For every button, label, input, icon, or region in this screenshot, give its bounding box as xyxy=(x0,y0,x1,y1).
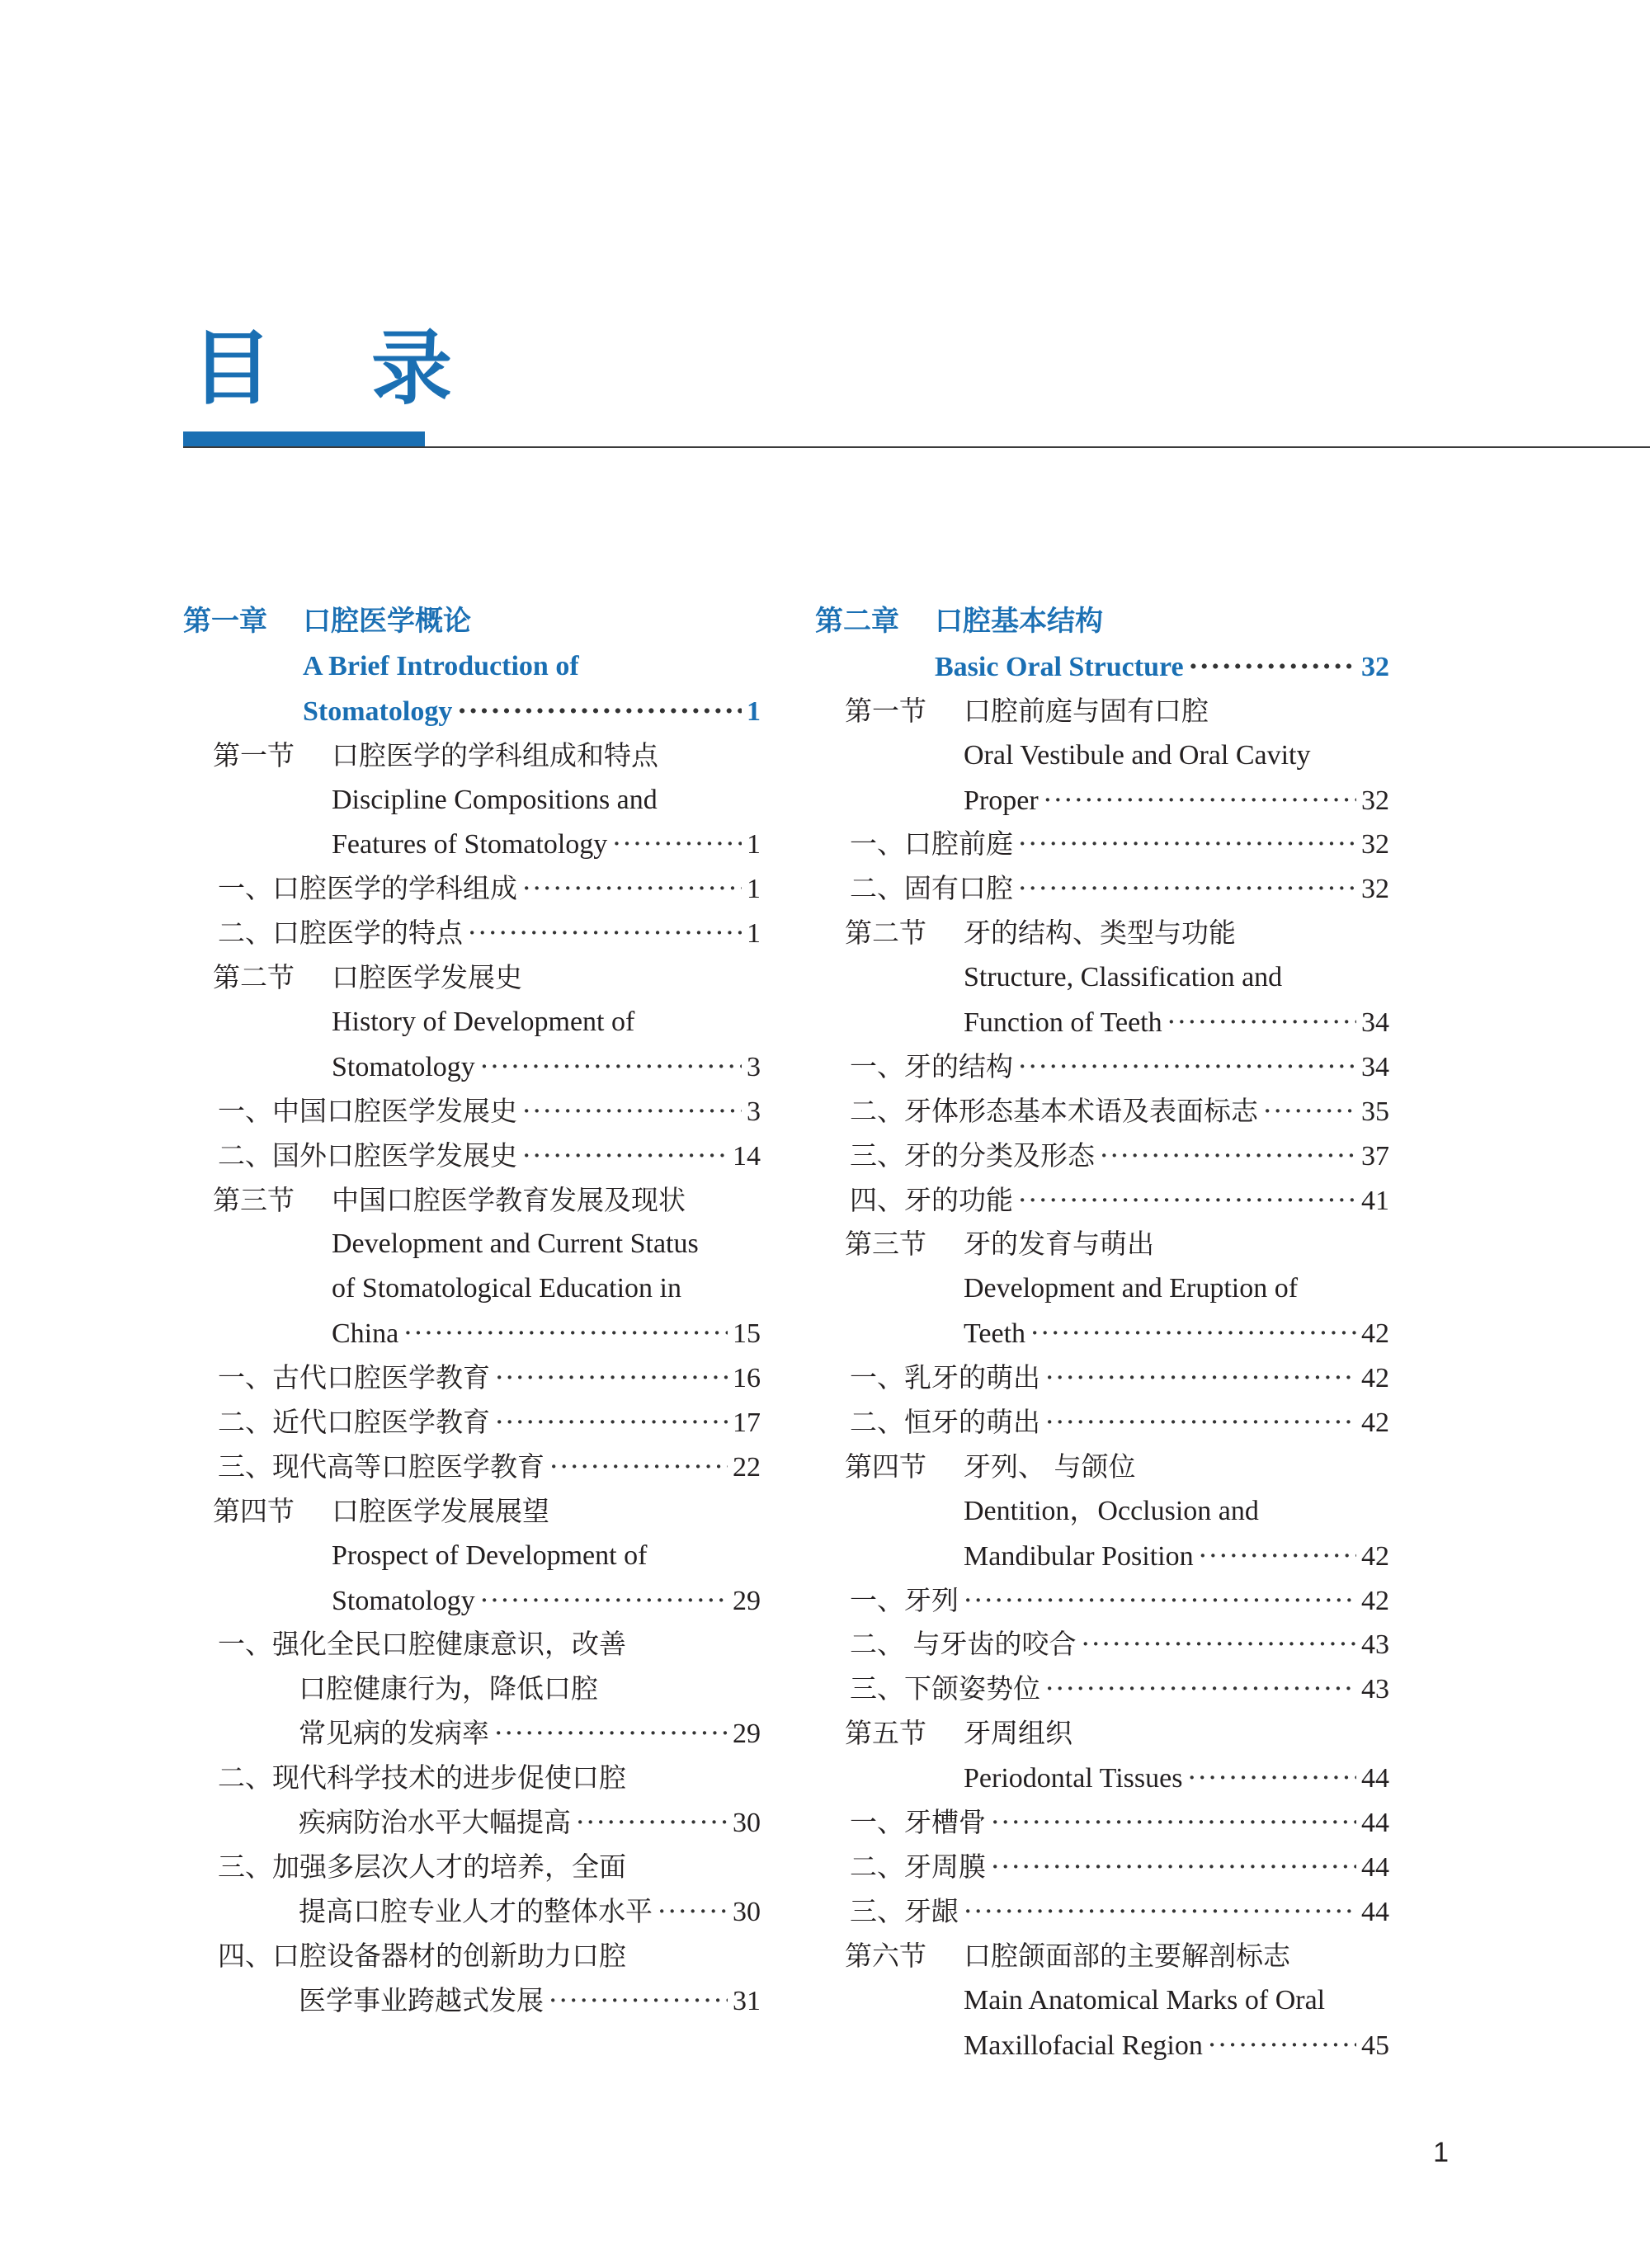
chapter-title: 口腔医学概论 xyxy=(303,605,471,638)
toc-row xyxy=(815,1978,1389,2023)
entry-title: 一、牙列 xyxy=(850,1583,959,1616)
toc-row xyxy=(183,1178,761,1223)
toc-entry xyxy=(218,866,761,912)
toc-row xyxy=(183,778,761,823)
entry-title: Stomatology xyxy=(332,1585,475,1616)
section-label: 第一节 xyxy=(845,694,926,727)
dot-leader xyxy=(549,1445,728,1489)
dot-leader xyxy=(658,1889,728,1934)
toc-entry xyxy=(964,1000,1389,1045)
toc-row xyxy=(815,822,1389,866)
toc-entry xyxy=(850,1044,1389,1090)
toc-row xyxy=(183,1000,761,1044)
toc-entry-line xyxy=(299,1667,598,1711)
toc-row xyxy=(815,1800,1389,1845)
page-ref: 44 xyxy=(1361,1808,1389,1839)
dot-leader xyxy=(495,1400,728,1445)
page-ref: 43 xyxy=(1361,1674,1389,1705)
dot-leader xyxy=(522,1089,742,1134)
toc-row xyxy=(815,911,1389,955)
page-ref: 32 xyxy=(1361,785,1389,816)
toc-entry xyxy=(299,1889,761,1935)
entry-title: 二、 与牙齿的咬合 xyxy=(850,1628,1077,1661)
entry-title: 二、近代口腔医学教育 xyxy=(218,1406,490,1439)
section-title: 口腔颌面部的主要解剖标志 xyxy=(964,1939,1290,1972)
dot-leader xyxy=(480,1578,728,1623)
entry-title: Development and Eruption of xyxy=(964,1273,1299,1304)
dot-leader xyxy=(468,911,742,955)
toc-row xyxy=(183,1266,761,1311)
page-ref: 42 xyxy=(1361,1407,1389,1439)
toc-row xyxy=(815,1089,1389,1134)
toc-row xyxy=(815,778,1389,823)
entry-title: Main Anatomical Marks of Oral xyxy=(964,1984,1326,2016)
page-ref: 1 xyxy=(747,829,761,861)
section-label: 第六节 xyxy=(845,1939,926,1972)
toc-row xyxy=(183,1800,761,1845)
dot-leader xyxy=(1189,644,1356,689)
toc-entry xyxy=(299,1978,761,2024)
dot-leader xyxy=(1199,1534,1356,1578)
toc-entry-line xyxy=(332,778,658,823)
dot-leader xyxy=(1045,1400,1356,1445)
toc-entry-line xyxy=(332,1266,681,1311)
page-ref: 34 xyxy=(1361,1007,1389,1039)
toc-entry xyxy=(850,1400,1389,1445)
page-ref: 17 xyxy=(733,1407,761,1439)
toc-entry xyxy=(850,1089,1389,1134)
dot-leader xyxy=(1263,1089,1356,1134)
toc-entry xyxy=(303,689,761,734)
entry-title: 一、牙槽骨 xyxy=(850,1806,986,1839)
entry-title: 口腔健康行为，降低口腔 xyxy=(299,1672,598,1705)
toc-row xyxy=(815,1400,1389,1445)
entry-title: 一、乳牙的萌出 xyxy=(850,1361,1040,1394)
toc-row xyxy=(183,1889,761,1934)
page-ref: 29 xyxy=(733,1719,761,1750)
toc-row xyxy=(183,1534,761,1578)
toc-row xyxy=(815,1845,1389,1889)
toc-row xyxy=(815,644,1389,689)
toc-row xyxy=(183,955,761,1000)
toc-entry-line xyxy=(218,1845,626,1889)
toc-entry xyxy=(850,1845,1389,1890)
section-title: 口腔医学发展史 xyxy=(332,961,522,994)
entry-title: 一、口腔前庭 xyxy=(850,828,1013,861)
title-accent-bar xyxy=(183,431,425,448)
entry-title: Teeth xyxy=(964,1318,1026,1350)
dot-leader xyxy=(964,1889,1356,1934)
dot-leader xyxy=(991,1800,1356,1845)
dot-leader xyxy=(1100,1134,1356,1178)
entry-title: Stomatology xyxy=(332,1051,475,1082)
toc-entry xyxy=(964,1756,1389,1801)
entry-title: 三、牙的分类及形态 xyxy=(850,1139,1095,1172)
toc-row xyxy=(815,1222,1389,1266)
toc-entry xyxy=(332,1578,761,1624)
page-ref: 37 xyxy=(1361,1140,1389,1172)
entry-title: A Brief Introduction of xyxy=(303,650,579,681)
toc-row xyxy=(815,600,1389,644)
toc-entry xyxy=(964,2023,1389,2068)
toc-entry xyxy=(850,1578,1389,1624)
section-label: 第四节 xyxy=(845,1450,926,1483)
dot-leader xyxy=(1187,1756,1356,1800)
entry-title: Features of Stomatology xyxy=(332,829,608,861)
toc-entry xyxy=(299,1711,761,1756)
entry-title: 一、口腔医学的学科组成 xyxy=(218,872,517,905)
toc-row xyxy=(183,1711,761,1756)
page-number: 1 xyxy=(1433,2137,1449,2168)
toc-row xyxy=(183,689,761,733)
dot-leader xyxy=(1208,2023,1356,2068)
page-ref: 44 xyxy=(1361,1851,1389,1883)
entry-title: Basic Oral Structure xyxy=(935,651,1184,682)
section-title: 牙列、 与颌位 xyxy=(964,1450,1136,1483)
entry-title: 二、口腔医学的特点 xyxy=(218,917,463,950)
toc-row xyxy=(183,1934,761,1978)
toc-row xyxy=(183,600,761,644)
toc-row xyxy=(183,1400,761,1445)
page-ref: 31 xyxy=(733,1985,761,2016)
dot-leader xyxy=(1045,1356,1356,1400)
section-title: 牙周组织 xyxy=(964,1717,1072,1750)
toc-entry xyxy=(218,1445,761,1490)
toc-row xyxy=(183,644,761,689)
toc-entry xyxy=(218,1400,761,1445)
dot-leader xyxy=(1045,1667,1356,1711)
toc-row xyxy=(815,1134,1389,1178)
page-ref: 41 xyxy=(1361,1185,1389,1216)
entry-title: 一、古代口腔医学教育 xyxy=(218,1361,490,1394)
page-ref: 1 xyxy=(747,874,761,905)
dot-leader xyxy=(403,1311,728,1356)
entry-title: 三、现代高等口腔医学教育 xyxy=(218,1450,544,1483)
toc-row xyxy=(183,866,761,911)
entry-title: Function of Teeth xyxy=(964,1007,1162,1039)
page-title xyxy=(191,323,452,414)
toc-row xyxy=(815,1445,1389,1489)
toc-entry xyxy=(964,1311,1389,1356)
toc-entry xyxy=(332,1044,761,1090)
title-char-2: 录 xyxy=(371,322,453,416)
toc-row xyxy=(815,1266,1389,1311)
entry-title: Oral Vestibule and Oral Cavity xyxy=(964,739,1311,771)
toc-entry xyxy=(850,1178,1389,1224)
toc-entry-line xyxy=(964,1978,1325,2023)
toc-row xyxy=(815,1667,1389,1711)
page-ref: 16 xyxy=(733,1363,761,1394)
toc-row xyxy=(815,866,1389,911)
entry-title: 提高口腔专业人才的整体水平 xyxy=(299,1894,653,1927)
entry-title: 二、牙周膜 xyxy=(850,1850,986,1883)
section-title: 口腔医学发展展望 xyxy=(332,1494,549,1527)
dot-leader xyxy=(480,1044,742,1089)
toc-entry xyxy=(850,866,1389,912)
section-label: 第三节 xyxy=(845,1228,926,1261)
toc-entry xyxy=(850,1667,1389,1712)
toc-row xyxy=(815,1934,1389,1978)
dot-leader xyxy=(522,866,742,911)
toc-entry xyxy=(218,911,761,956)
dot-leader xyxy=(495,1356,728,1400)
toc-row xyxy=(815,733,1389,778)
toc-entry xyxy=(850,1356,1389,1401)
toc-row xyxy=(183,1756,761,1800)
page-ref: 30 xyxy=(733,1896,761,1927)
entry-title: 二、牙体形态基本术语及表面标志 xyxy=(850,1094,1258,1127)
page-ref: 15 xyxy=(733,1318,761,1350)
toc-row xyxy=(815,1578,1389,1623)
page-ref: 3 xyxy=(747,1051,761,1082)
section-title: 口腔前庭与固有口腔 xyxy=(964,694,1209,727)
entry-title: Proper xyxy=(964,785,1039,816)
section-label: 第五节 xyxy=(845,1717,926,1750)
dot-leader xyxy=(522,1134,728,1178)
page-ref: 30 xyxy=(733,1808,761,1839)
page-ref: 22 xyxy=(733,1451,761,1483)
entry-title: 二、恒牙的萌出 xyxy=(850,1406,1040,1439)
page-ref: 44 xyxy=(1361,1763,1389,1794)
toc-entry xyxy=(218,1089,761,1134)
toc-row xyxy=(183,822,761,866)
dot-leader xyxy=(549,1978,728,2023)
toc-entry-line xyxy=(303,644,579,689)
toc-entry-line xyxy=(964,733,1311,778)
section-title: 牙的结构、类型与功能 xyxy=(964,917,1236,950)
toc-entry xyxy=(332,822,761,867)
entry-title: 三、牙龈 xyxy=(850,1894,959,1927)
toc-entry xyxy=(332,1311,761,1356)
entry-title: Periodontal Tissues xyxy=(964,1763,1183,1794)
entry-title: 常见病的发病率 xyxy=(299,1717,489,1750)
dot-leader xyxy=(1167,1000,1356,1044)
toc-row xyxy=(183,1667,761,1711)
toc-entry xyxy=(218,1134,761,1179)
toc-entry xyxy=(964,778,1389,823)
toc-entry-line xyxy=(218,1934,626,1978)
toc-row xyxy=(183,1578,761,1623)
dot-leader xyxy=(1018,1044,1356,1089)
toc-row xyxy=(815,1356,1389,1400)
page-ref: 42 xyxy=(1361,1585,1389,1616)
title-char-1: 目 xyxy=(191,322,273,416)
toc-entry-line xyxy=(218,1756,626,1800)
entry-title: History of Development of xyxy=(332,1007,635,1038)
page-ref: 35 xyxy=(1361,1096,1389,1127)
toc-row xyxy=(183,1978,761,2023)
toc-entry xyxy=(850,1800,1389,1846)
page-ref: 1 xyxy=(747,918,761,950)
toc-row xyxy=(183,1134,761,1178)
section-title: 牙的发育与萌出 xyxy=(964,1228,1154,1261)
entry-title: Dentition，Occlusion and xyxy=(964,1495,1259,1526)
entry-title: China xyxy=(332,1318,399,1350)
dot-leader xyxy=(1018,866,1356,911)
toc-row xyxy=(815,1756,1389,1800)
toc-row xyxy=(183,1311,761,1356)
page-ref: 32 xyxy=(1361,874,1389,905)
dot-leader xyxy=(991,1845,1356,1889)
page-ref: 43 xyxy=(1361,1629,1389,1661)
entry-title: 四、牙的功能 xyxy=(850,1183,1013,1216)
dot-leader xyxy=(1030,1311,1356,1356)
toc-entry xyxy=(299,1800,761,1846)
toc-entry-line xyxy=(332,1534,647,1578)
title-rule xyxy=(183,446,1650,448)
dot-leader xyxy=(576,1800,728,1845)
page-ref: 42 xyxy=(1361,1318,1389,1350)
page-ref: 29 xyxy=(733,1585,761,1616)
toc-left-column xyxy=(183,600,761,2023)
entry-title: Stomatology xyxy=(303,695,453,727)
page-ref: 34 xyxy=(1361,1051,1389,1082)
page-ref: 42 xyxy=(1361,1363,1389,1394)
dot-leader xyxy=(1018,822,1356,866)
toc-row xyxy=(183,1845,761,1889)
entry-title: Discipline Compositions and xyxy=(332,784,658,815)
toc-row xyxy=(183,1622,761,1667)
dot-leader xyxy=(1044,778,1356,823)
toc-row xyxy=(183,1222,761,1266)
page-ref: 45 xyxy=(1361,2030,1389,2061)
page-ref: 44 xyxy=(1361,1896,1389,1927)
toc-row xyxy=(183,1356,761,1400)
entry-title: 医学事业跨越式发展 xyxy=(299,1983,544,2016)
toc-row xyxy=(815,1889,1389,1934)
dot-leader xyxy=(1082,1622,1357,1667)
toc-row xyxy=(815,955,1389,1000)
toc-right-column xyxy=(815,600,1389,2067)
toc-row xyxy=(183,733,761,778)
page-ref: 1 xyxy=(747,695,761,727)
section-label: 第一节 xyxy=(213,738,295,771)
toc-row xyxy=(815,2023,1389,2068)
dot-leader xyxy=(457,689,742,733)
entry-title: 一、中国口腔医学发展史 xyxy=(218,1094,517,1127)
toc-entry xyxy=(850,1622,1389,1667)
toc-entry xyxy=(964,1534,1389,1579)
entry-title: 一、牙的结构 xyxy=(850,1049,1013,1082)
dot-leader xyxy=(964,1578,1356,1623)
chapter-label: 第二章 xyxy=(815,605,899,638)
page-ref: 32 xyxy=(1361,651,1389,682)
page-ref: 14 xyxy=(733,1140,761,1172)
entry-title: Structure, Classification and xyxy=(964,962,1283,993)
dot-leader xyxy=(1018,1178,1356,1223)
section-title: 口腔医学的学科组成和特点 xyxy=(332,738,658,771)
toc-row xyxy=(815,1000,1389,1044)
entry-title: 三、加强多层次人才的培养，全面 xyxy=(218,1850,626,1883)
toc-row xyxy=(815,1178,1389,1223)
toc-row xyxy=(815,689,1389,733)
entry-title: 疾病防治水平大幅提高 xyxy=(299,1806,571,1839)
entry-title: 二、固有口腔 xyxy=(850,872,1013,905)
entry-title: Prospect of Development of xyxy=(332,1540,648,1571)
section-title: 中国口腔医学教育发展及现状 xyxy=(332,1183,686,1216)
page-ref: 3 xyxy=(747,1096,761,1127)
entry-title: 一、强化全民口腔健康意识，改善 xyxy=(218,1628,626,1661)
toc-row xyxy=(183,1489,761,1534)
page-ref: 32 xyxy=(1361,829,1389,861)
toc-entry-line xyxy=(964,955,1282,1000)
section-label: 第二节 xyxy=(845,917,926,950)
entry-title: of Stomatological Education in xyxy=(332,1273,681,1304)
toc-entry-line xyxy=(964,1266,1298,1311)
entry-title: 二、国外口腔医学发展史 xyxy=(218,1139,517,1172)
dot-leader xyxy=(612,822,742,866)
toc-row xyxy=(183,1445,761,1489)
toc-entry xyxy=(850,822,1389,867)
entry-title: Mandibular Position xyxy=(964,1540,1194,1572)
toc-row xyxy=(183,1044,761,1089)
toc-entry-line xyxy=(218,1622,626,1667)
toc-row xyxy=(183,1089,761,1134)
toc-row xyxy=(815,1044,1389,1089)
entry-title: 四、口腔设备器材的创新助力口腔 xyxy=(218,1939,626,1972)
toc-entry xyxy=(850,1134,1389,1179)
entry-title: 三、下颌姿势位 xyxy=(850,1672,1040,1705)
page-ref: 42 xyxy=(1361,1540,1389,1572)
toc-row xyxy=(183,911,761,955)
toc-entry xyxy=(218,1356,761,1401)
toc-entry xyxy=(850,1889,1389,1935)
section-label: 第三节 xyxy=(213,1183,295,1216)
toc-row xyxy=(815,1534,1389,1578)
dot-leader xyxy=(494,1711,728,1756)
chapter-title: 口腔基本结构 xyxy=(935,605,1103,638)
entry-title: 二、现代科学技术的进步促使口腔 xyxy=(218,1761,626,1794)
section-label: 第二节 xyxy=(213,961,295,994)
entry-title: Development and Current Status xyxy=(332,1228,699,1260)
toc-row xyxy=(815,1489,1389,1534)
section-label: 第四节 xyxy=(213,1494,295,1527)
toc-entry-line xyxy=(332,1222,699,1266)
toc-row xyxy=(815,1622,1389,1667)
entry-title: Maxillofacial Region xyxy=(964,2030,1203,2061)
toc-entry-line xyxy=(332,1000,634,1044)
toc-row xyxy=(815,1711,1389,1756)
toc-entry-line xyxy=(964,1489,1259,1534)
chapter-label: 第一章 xyxy=(183,605,267,638)
toc-entry xyxy=(935,644,1389,690)
toc-row xyxy=(815,1311,1389,1356)
